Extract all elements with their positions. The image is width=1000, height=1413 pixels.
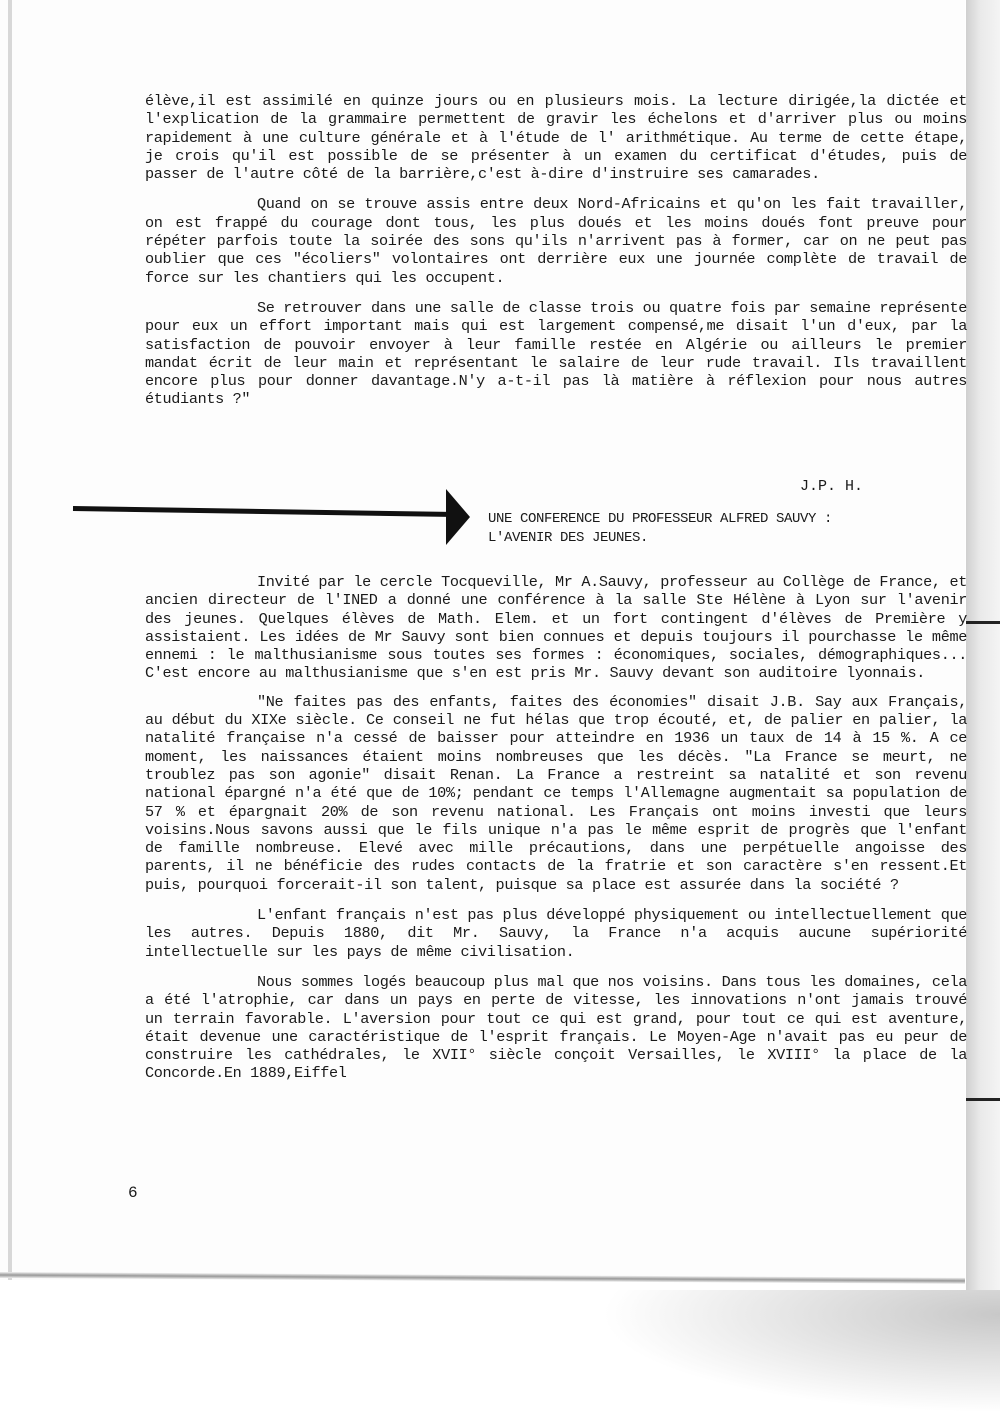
arrow-right-icon (446, 489, 470, 545)
author-signature: J.P. H. (800, 478, 864, 495)
paragraph: Nous sommes logés beaucoup plus mal que nos voisins. Dans tous les domaines, cela a été l'atrophie, car dans un pays en perte de vitesse, les innovations n'ont jamais trouvé un terrain favorable. L'aversion pour tout ce qui est grand, pour tout ce qui est aventure, était devenue une caractéristique de l'esprit français. Le Moyen-Age n'avait pas eu peur de construire les cathédrales, le XVII° siècle conçoit Versailles, le XVIII° la place de la Concorde.En 1889,Eiffel (145, 972, 967, 1083)
adjacent-page-rule (966, 1098, 1000, 1101)
paragraph: Invité par le cercle Tocqueville, Mr A.Sauvy, professeur au Collège de France, et ancien directeur de l'INED a donné une conférence à la salle Ste Hélène à Lyon sur l'avenir des jeunes. Quelques élèves de Math. Elem. et un fort contingent d'élèves de Première y assistaient. Les idées de Mr Sauvy sont bien connues et depuis toujours il pourchasse le même ennemi : le malthusianisme sous toutes ses formes : économiques, sociales, démographiques... C'est encore au malthusianisme que s'en est pris Mr. Sauvy devant son auditoire lyonnais. (145, 573, 967, 683)
article-heading (488, 510, 832, 548)
paragraph: Se retrouver dans une salle de classe trois ou quatre fois par semaine représente pour eux un effort important mais qui est largement compensé,me disait l'un d'eux, par la satisfaction de pouvoir envoyer à leur famille restée en Algérie ou ailleurs le premier mandat écrit de leur main et représentant le salaire de leur rude travail. Ils travaillent encore plus pour donner davantage.N'y a-t-il pas là matière à réflexion pour nous autres étudiants ?" (145, 298, 967, 409)
heading-line: L'AVENIR DES JEUNES. (488, 530, 649, 546)
paragraph: "Ne faites pas des enfants, faites des économies" disait J.B. Say aux Français, au début du XIXe siècle. Ce conseil ne fut hélas que trop écouté, et, de palier en palier, la natalité française n'a cessé de baisser pour atteindre en 1936 un taux de 14 à 15 %. A ce moment, les naissances étaient moins nombreuses que les décès. "La France se meurt, ne troublez pas son agonie" disait Renan. La France a restreint sa natalité et son revenu national épargné n'a été que de 10%; pendant ce temps l'Allemagne augmentait sa population de 57 % et épargnait 20% de son revenu national. Les Français ont moins investi que leurs voisins.Nous savons aussi que le fils unique n'a pas le même esprit de progrès que l'enfant de famille nombreuse. Elevé avec mille précautions, dans une perpétuelle angoisse des parents, il ne bénéficie des rudes contacts de la fratrie et son caractère s'en ressent.Et puis, pourquoi forcerait-il son talent, puisque sa place est assurée dans la société ? (145, 692, 967, 894)
adjacent-page-rule (966, 621, 1000, 624)
page-left-edge (8, 0, 12, 1280)
heading-line: UNE CONFERENCE DU PROFESSEUR ALFRED SAUVY : (488, 511, 833, 527)
scan-shadow (600, 1290, 1000, 1413)
article2-body (145, 573, 967, 1083)
paragraph: L'enfant français n'est pas plus développé physiquement ou intellectuellement que les autres. Depuis 1880, dit Mr. Sauvy, la France n'a acquis aucune supériorité intellectuelle sur les pays de même civilisation. (145, 906, 967, 961)
paragraph: Quand on se trouve assis entre deux Nord-Africains et qu'on les fait travailler, on est frappé du courage dont tous, les plus doués et les moins doués font preuve pour répéter parfois toute la soirée des sons qu'ils n'arrivent pas à former, car on ne peut pas oublier que ces "écoliers" volontaires ont derrière eux une journée complète de travail de force sur les chantiers qui les occupent. (145, 195, 967, 287)
adjacent-page-strip (966, 0, 1000, 1305)
paragraph: élève,il est assimilé en quinze jours ou en plusieurs mois. La lecture dirigée,la dictée et l'explication de la grammaire permettent de gravir les échelons et d'arriver plus ou moins rapidement à une culture générale et à l'étude de l' arithmétique. Au terme de cette étape, je crois qu'il est possible de se présenter à un examen du certificat d'études, puis de passer de l'autre côté de la barrière,c'est à-dire d'instruire ses camarades. (145, 92, 967, 184)
page-number: 6 (128, 1184, 138, 1202)
article1-body (145, 92, 967, 409)
